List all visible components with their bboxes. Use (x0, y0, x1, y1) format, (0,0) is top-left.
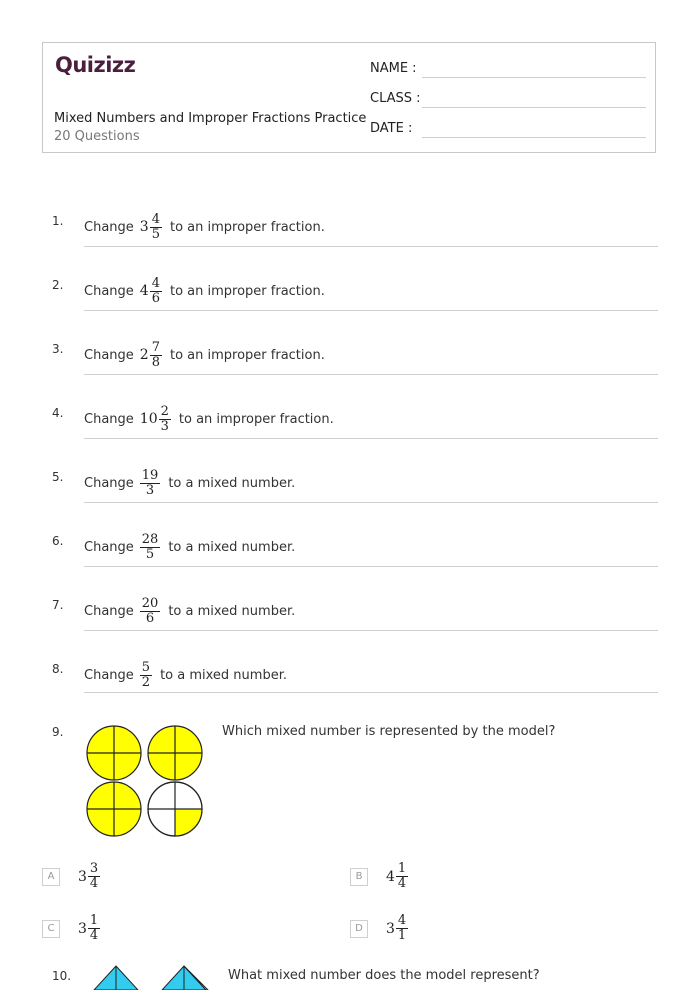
question-text (84, 528, 295, 566)
numerator: 1 (89, 913, 99, 928)
numerator: 1 (397, 861, 407, 876)
numerator: 28 (141, 531, 159, 547)
answer-line[interactable] (84, 374, 658, 375)
question-number: 8. (52, 662, 64, 676)
whole-part: 4 (139, 283, 149, 299)
answer-line[interactable] (84, 246, 658, 247)
question-9 (0, 720, 700, 960)
option-value (386, 914, 408, 943)
fraction (150, 277, 162, 306)
fraction (140, 597, 161, 626)
name-line (422, 77, 646, 78)
mixed-number (140, 277, 162, 306)
fraction (140, 469, 161, 498)
option-b[interactable] (350, 862, 408, 891)
option-value (78, 862, 100, 891)
whole-part: 3 (139, 219, 149, 235)
question-suffix: to a mixed number. (168, 475, 296, 491)
name-field[interactable] (370, 61, 646, 81)
worksheet-title: Mixed Numbers and Improper Fractions Practice (54, 111, 367, 126)
class-label: CLASS : (370, 91, 421, 106)
option-value (386, 862, 408, 891)
fraction (140, 533, 161, 562)
name-label: NAME : (370, 61, 417, 76)
fraction (88, 914, 100, 943)
numerator: 7 (151, 339, 160, 355)
question-suffix: to a mixed number. (168, 539, 296, 555)
numerator: 3 (89, 861, 99, 876)
full-circle-1 (87, 726, 141, 780)
question-number: 10. (52, 969, 72, 983)
triangle-fraction-model (88, 964, 218, 990)
class-line (422, 107, 646, 108)
option-label: A (42, 868, 60, 886)
question-prefix: Change (84, 475, 134, 491)
question-text (84, 400, 334, 438)
question-text (84, 336, 325, 374)
whole-part: 4 (386, 868, 395, 885)
answer-line[interactable] (84, 502, 658, 503)
whole-part: 3 (386, 920, 395, 937)
question-number: 4. (52, 406, 64, 420)
quizizz-logo: Quizizz (55, 53, 136, 77)
numerator: 19 (141, 467, 159, 483)
mixed-number (140, 405, 171, 434)
class-field[interactable] (370, 91, 646, 111)
question-prefix: Change (84, 667, 134, 683)
question-text (84, 272, 325, 310)
quarter-circle (148, 782, 202, 836)
question-suffix: to a mixed number. (160, 667, 287, 683)
question-suffix: to an improper fraction. (169, 347, 325, 363)
fraction (396, 862, 408, 891)
question-number: 9. (52, 725, 64, 739)
fraction (150, 213, 162, 242)
denominator: 5 (151, 226, 160, 242)
question-prefix: Change (84, 283, 134, 299)
numerator: 4 (151, 275, 160, 291)
date-line (422, 137, 646, 138)
denominator: 4 (397, 876, 407, 891)
numerator: 20 (141, 595, 159, 611)
question-suffix: to an improper fraction. (169, 283, 325, 299)
question-prefix: Change (84, 603, 134, 619)
whole-part: 3 (78, 920, 87, 937)
numerator: 4 (397, 913, 407, 928)
full-circle-3 (87, 782, 141, 836)
denominator: 5 (145, 546, 155, 562)
question-text (84, 592, 295, 630)
whole-part: 2 (139, 347, 149, 363)
question-number: 7. (52, 598, 64, 612)
option-label: D (350, 920, 368, 938)
worksheet-header (42, 42, 656, 153)
date-label: DATE : (370, 121, 413, 136)
question-number: 2. (52, 278, 64, 292)
date-field[interactable] (370, 121, 646, 141)
question-number: 1. (52, 214, 64, 228)
denominator: 2 (141, 674, 151, 690)
numerator: 5 (141, 659, 151, 675)
answer-line[interactable] (84, 692, 658, 693)
numerator: 2 (160, 403, 169, 419)
denominator: 4 (89, 928, 99, 943)
question-prefix: Change (84, 539, 134, 555)
option-label: C (42, 920, 60, 938)
answer-line[interactable] (84, 310, 658, 311)
denominator: 6 (151, 290, 160, 306)
fraction (150, 341, 162, 370)
mixed-number (140, 213, 162, 242)
numerator: 4 (151, 211, 160, 227)
answer-line[interactable] (84, 630, 658, 631)
answer-line[interactable] (84, 566, 658, 567)
denominator: 8 (151, 354, 160, 370)
question-number: 6. (52, 534, 64, 548)
question-text: Which mixed number is represented by the model? (222, 724, 556, 739)
answer-line[interactable] (84, 438, 658, 439)
circle-fraction-model (84, 720, 208, 838)
question-count: 20 Questions (54, 129, 140, 144)
question-prefix: Change (84, 347, 134, 363)
question-text: What mixed number does the model represent? (228, 968, 540, 983)
question-text (84, 464, 295, 502)
mixed-number (140, 341, 162, 370)
full-circle-2 (148, 726, 202, 780)
fraction (396, 914, 408, 943)
denominator: 1 (397, 928, 407, 943)
question-10 (0, 964, 700, 990)
option-value (78, 914, 100, 943)
fraction (140, 661, 152, 690)
denominator: 6 (145, 610, 155, 626)
denominator: 3 (145, 482, 155, 498)
option-a[interactable] (42, 862, 100, 891)
fraction (159, 405, 171, 434)
option-c[interactable] (42, 914, 100, 943)
question-prefix: Change (84, 411, 134, 427)
question-suffix: to a mixed number. (168, 603, 296, 619)
question-text (84, 208, 325, 246)
whole-part: 10 (139, 411, 158, 427)
whole-part: 3 (78, 868, 87, 885)
option-label: B (350, 868, 368, 886)
question-number: 5. (52, 470, 64, 484)
denominator: 3 (160, 418, 169, 434)
option-d[interactable] (350, 914, 408, 943)
question-suffix: to an improper fraction. (178, 411, 334, 427)
question-number: 3. (52, 342, 64, 356)
question-text (84, 656, 287, 694)
denominator: 4 (89, 876, 99, 891)
fraction (88, 862, 100, 891)
question-suffix: to an improper fraction. (169, 219, 325, 235)
question-prefix: Change (84, 219, 134, 235)
